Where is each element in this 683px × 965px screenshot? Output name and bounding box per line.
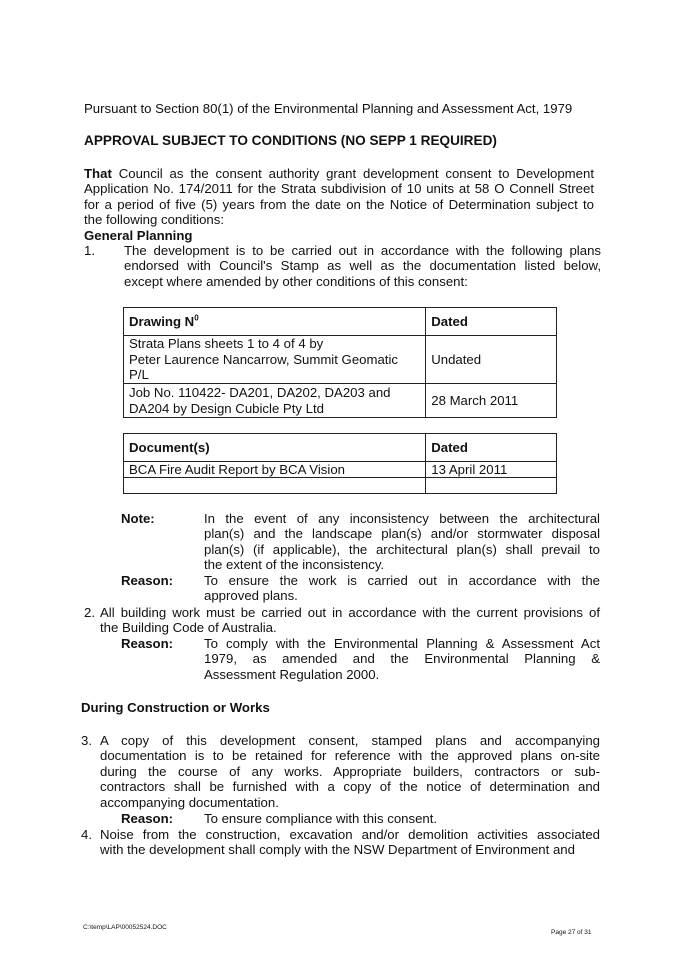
table-row [124, 462, 557, 478]
dated-cell: 28 March 2011 [426, 384, 557, 418]
documents-table-header [124, 434, 557, 462]
table-row [124, 478, 557, 494]
document-cell [124, 478, 426, 494]
page-heading: APPROVAL SUBJECT TO CONDITIONS (NO SEPP 1 REQUIRED) [84, 133, 497, 148]
intro-line2: Application No. 174/2011 for the Strata subdivision of 10 units at 58 O Connell Street [84, 181, 594, 197]
note-label: Note: [121, 511, 155, 526]
header-dated: Dated [426, 434, 557, 462]
drawing-cell: Strata Plans sheets 1 to 4 of 4 by Peter Laurence Nancarrow, Summit Geomatic P/L [124, 336, 426, 384]
dated-cell: 13 April 2011 [426, 462, 557, 478]
condition-2-number: 2. [84, 605, 95, 620]
condition-1-line2: endorsed with Council's Stamp as well as the documentation listed below, [124, 258, 601, 274]
condition-4-number: 4. [81, 827, 92, 842]
condition-1-line1: The development is to be carried out in accordance with the following plans [124, 243, 601, 258]
reason-text: To comply with the Environmental Planning & Assessment Act 1979, as amended and the Environmental Planning & Assessment Regulation 2000. [204, 636, 600, 682]
condition-2-text: All building work must be carried out in accordance with the current provisions of the Building Code of Australia. [100, 605, 600, 636]
dated-cell [426, 478, 557, 494]
intro-paragraph [84, 166, 594, 228]
intro-line3: for a period of five (5) years from the date on the Notice of Determination subject to [84, 196, 594, 212]
header-dated: Dated [426, 308, 557, 336]
reason-label: Reason: [121, 636, 174, 651]
note-text: In the event of any inconsistency between the architectural plan(s) and the landscape plan(s) and/or stormwater disposal plan(s) (if applicable), the architectural plan(s) shall prevail to the extent of the inconsistency. [204, 511, 600, 573]
dated-cell: Undated [426, 336, 557, 384]
intro-line4: the following conditions: [84, 212, 225, 228]
drawing-cell: Job No. 110422- DA201, DA202, DA203 and DA204 by Design Cubicle Pty Ltd [124, 384, 426, 418]
reason-text: To ensure compliance with this consent. [204, 811, 438, 826]
drawings-table [123, 307, 557, 418]
intro-lead: That [84, 166, 112, 181]
reason-label: Reason: [121, 573, 174, 588]
header-drawing-no: Drawing $N^0$ [124, 308, 426, 336]
section-general-planning: General Planning [84, 228, 193, 243]
table-row [124, 336, 557, 384]
header-documents: Document(s) [124, 434, 426, 462]
documents-table [123, 433, 557, 494]
condition-3-number: 3. [81, 733, 92, 748]
condition-1-number: 1. [84, 243, 95, 258]
footer-file-path: C:\temp\LAP\00052524.DOC [83, 924, 167, 931]
drawings-table-header [124, 308, 557, 336]
condition-3-text: A copy of this development consent, stamped plans and accompanying documentation is to be retained for reference with the approved plans on-site during the course of any works. Appropriate builders, contractors or sub- contractors shall be furnished with a copy of the notice of determination and accompanying documentation. [100, 733, 600, 810]
reason-text: To ensure the work is carried out in accordance with the approved plans. [204, 573, 600, 604]
intro-line1: Council as the consent authority grant development consent to Development [111, 166, 594, 181]
reason-label: Reason: [121, 811, 174, 826]
footer-page-number: Page 27 of 31 [551, 929, 592, 936]
condition-4-text: Noise from the construction, excavation and/or demolition activities associated with the development shall comply with the NSW Department of Environment and [100, 827, 600, 858]
header-drawing-sup: 0 [194, 313, 199, 323]
section-during-construction: During Construction or Works [81, 700, 270, 715]
preamble: Pursuant to Section 80(1) of the Environmental Planning and Assessment Act, 1979 [84, 101, 573, 116]
condition-1-text [124, 243, 601, 289]
table-row [124, 384, 557, 418]
document-cell: BCA Fire Audit Report by BCA Vision [124, 462, 426, 478]
condition-1-line3: except where amended by other conditions of this consent: [124, 273, 468, 289]
